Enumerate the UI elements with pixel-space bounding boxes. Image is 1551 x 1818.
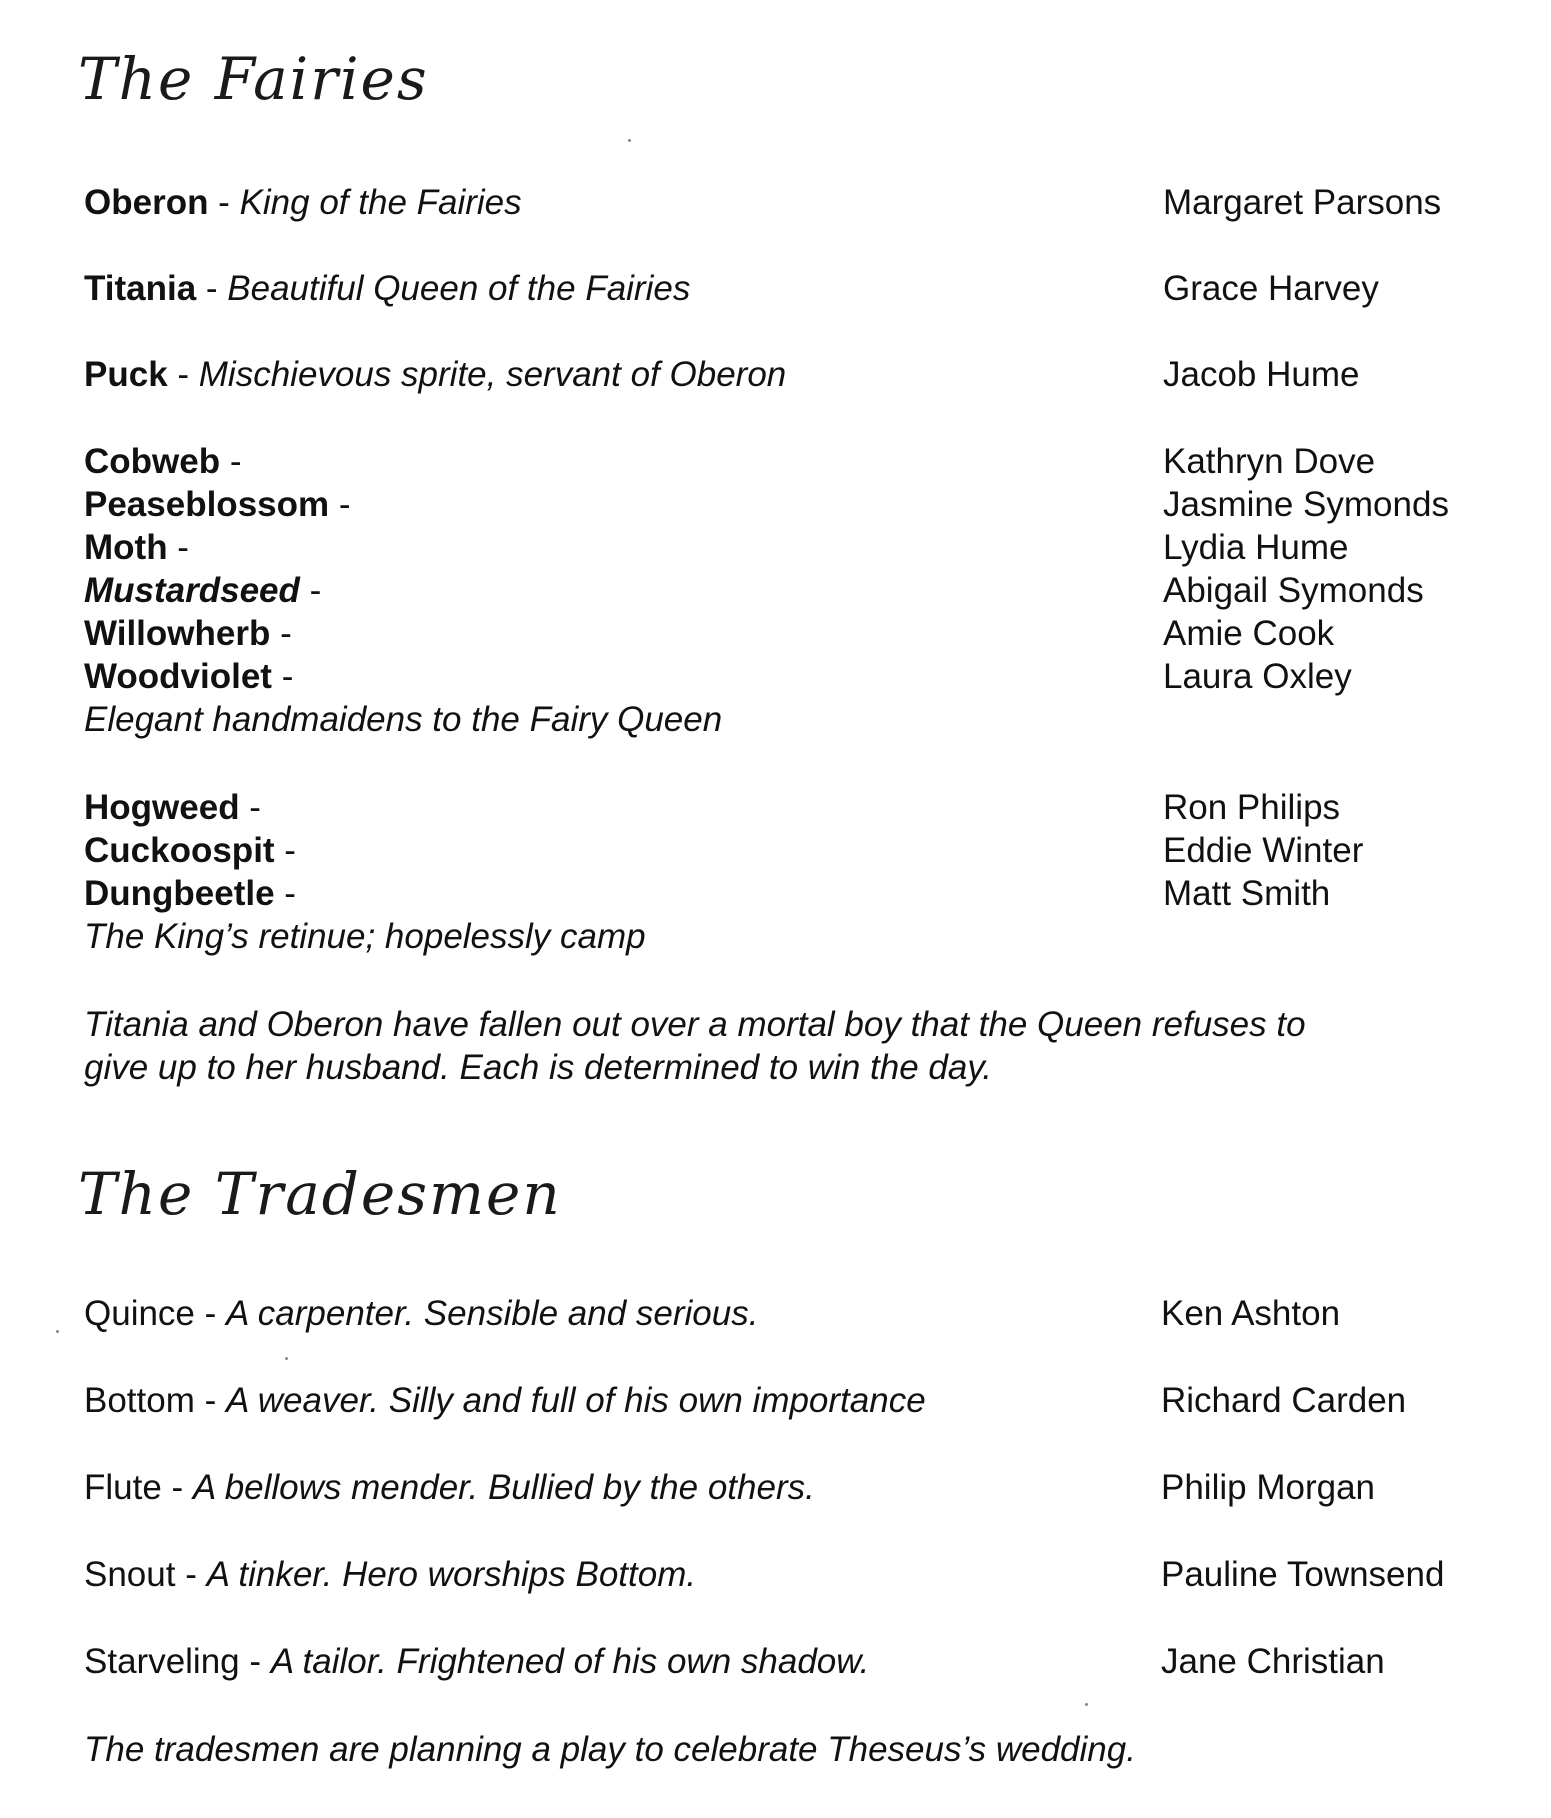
tradesmen-heading: The Tradesmen: [78, 1160, 562, 1228]
actor-name: Abigail Symonds: [1163, 571, 1424, 610]
cast-row-puck: Puck - Mischievous sprite, servant of Oberon: [84, 355, 787, 394]
handmaidens-description: Elegant handmaidens to the Fairy Queen: [84, 700, 723, 739]
role-name: Snout: [84, 1555, 176, 1594]
cast-row-bottom: Bottom - A weaver. Silly and full of his own importance: [84, 1381, 926, 1420]
role-description: Beautiful Queen of the Fairies: [227, 269, 691, 308]
role-name: Oberon: [84, 183, 209, 222]
cast-row-titania: Titania - Beautiful Queen of the Fairies: [84, 269, 691, 308]
role-description: A tinker. Hero worships Bottom.: [206, 1555, 697, 1594]
actor-name: Ken Ashton: [1161, 1294, 1341, 1333]
role-description: A carpenter. Sensible and serious.: [226, 1294, 759, 1333]
role-name: Cobweb: [84, 442, 221, 481]
cast-row-cuckoospit: Cuckoospit -: [84, 831, 296, 870]
actor-name: Matt Smith: [1163, 874, 1331, 913]
cast-row-moth: Moth -: [84, 528, 189, 567]
actor-name: Grace Harvey: [1163, 269, 1379, 308]
cast-row-dungbeetle: Dungbeetle -: [84, 874, 296, 913]
retinue-description: The King’s retinue; hopelessly camp: [84, 917, 646, 956]
cast-row-oberon: Oberon - King of the Fairies: [84, 183, 522, 222]
actor-name: Lydia Hume: [1163, 528, 1349, 567]
role-name: Hogweed: [84, 788, 240, 827]
role-name: Puck: [84, 355, 168, 394]
role-name: Titania: [84, 269, 197, 308]
actor-name: Richard Carden: [1161, 1381, 1407, 1420]
scan-speck: [285, 1357, 288, 1360]
cast-row-peaseblossom: Peaseblossom -: [84, 485, 351, 524]
actor-name: Eddie Winter: [1163, 831, 1364, 870]
actor-name: Pauline Townsend: [1161, 1555, 1445, 1594]
tradesmen-summary: The tradesmen are planning a play to celebrate Theseus’s wedding.: [84, 1730, 1136, 1769]
actor-name: Jane Christian: [1161, 1642, 1385, 1681]
cast-row-cobweb: Cobweb -: [84, 442, 242, 481]
actor-name: Ron Philips: [1163, 788, 1341, 827]
actor-name: Amie Cook: [1163, 614, 1335, 653]
scan-speck: [628, 139, 631, 142]
role-description: King of the Fairies: [239, 183, 522, 222]
cast-row-quince: Quince - A carpenter. Sensible and serious.: [84, 1294, 759, 1333]
cast-row-mustardseed: Mustardseed -: [84, 571, 322, 610]
actor-name: Jacob Hume: [1163, 355, 1360, 394]
role-name: Cuckoospit: [84, 831, 275, 870]
role-description: A weaver. Silly and full of his own importance: [226, 1381, 926, 1420]
actor-name: Jasmine Symonds: [1163, 485, 1449, 524]
scan-speck: [56, 1330, 59, 1333]
cast-row-starveling: Starveling - A tailor. Frightened of his own shadow.: [84, 1642, 870, 1681]
cast-row-snout: Snout - A tinker. Hero worships Bottom.: [84, 1555, 697, 1594]
role-name: Dungbeetle: [84, 874, 275, 913]
fairies-heading: The Fairies: [78, 45, 429, 113]
role-name: Bottom: [84, 1381, 195, 1420]
actor-name: Philip Morgan: [1161, 1468, 1375, 1507]
role-description: Mischievous sprite, servant of Oberon: [198, 355, 787, 394]
actor-name: Margaret Parsons: [1163, 183, 1442, 222]
role-name: Starveling: [84, 1642, 240, 1681]
role-name: Moth: [84, 528, 168, 567]
scan-speck: [1085, 1703, 1088, 1706]
role-name: Woodviolet: [84, 657, 272, 696]
cast-row-hogweed: Hogweed -: [84, 788, 261, 827]
cast-row-flute: Flute - A bellows mender. Bullied by the others.: [84, 1468, 815, 1507]
cast-row-willowherb: Willowherb -: [84, 614, 292, 653]
role-name: Flute: [84, 1468, 162, 1507]
role-name: Mustardseed: [84, 571, 300, 610]
role-description: A tailor. Frightened of his own shadow.: [270, 1642, 870, 1681]
role-name: Willowherb: [84, 614, 271, 653]
role-name: Peaseblossom: [84, 485, 330, 524]
role-name: Quince: [84, 1294, 195, 1333]
actor-name: Laura Oxley: [1163, 657, 1352, 696]
fairies-summary: Titania and Oberon have fallen out over a mortal boy that the Queen refuses to give up to her husband. Each is determined to win the day.: [84, 1005, 1306, 1087]
actor-name: Kathryn Dove: [1163, 442, 1376, 481]
role-description: A bellows mender. Bullied by the others.: [192, 1468, 815, 1507]
cast-row-woodviolet: Woodviolet -: [84, 657, 294, 696]
